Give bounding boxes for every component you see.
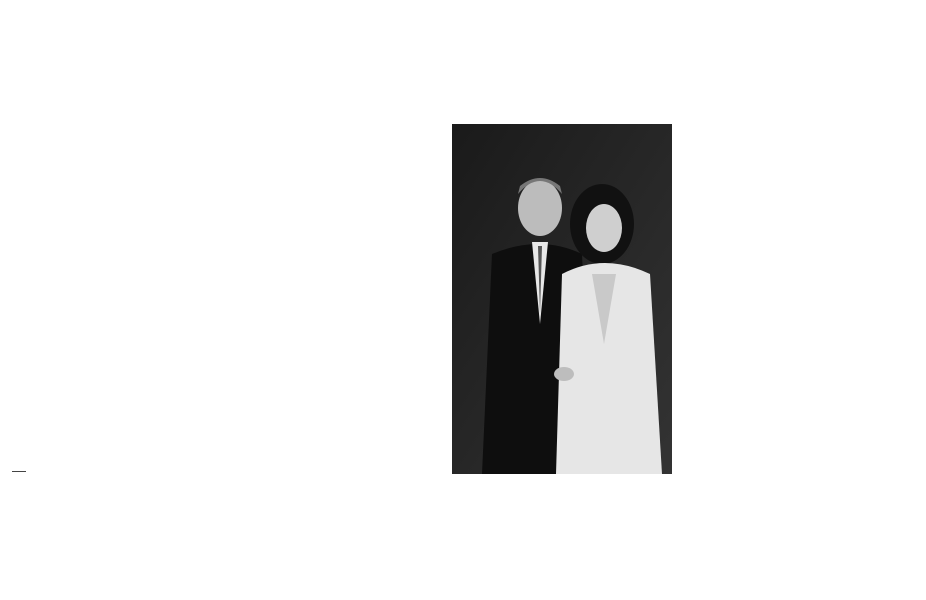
- section-divider: [12, 471, 26, 472]
- left-column-1-lower: [12, 484, 222, 584]
- couple-photo-image: [452, 124, 672, 474]
- couple-photo: [452, 124, 672, 474]
- right-column-4: [683, 14, 915, 590]
- right-column-3-top: [452, 14, 672, 122]
- left-column-2: [232, 14, 435, 590]
- left-column-1: [12, 14, 222, 470]
